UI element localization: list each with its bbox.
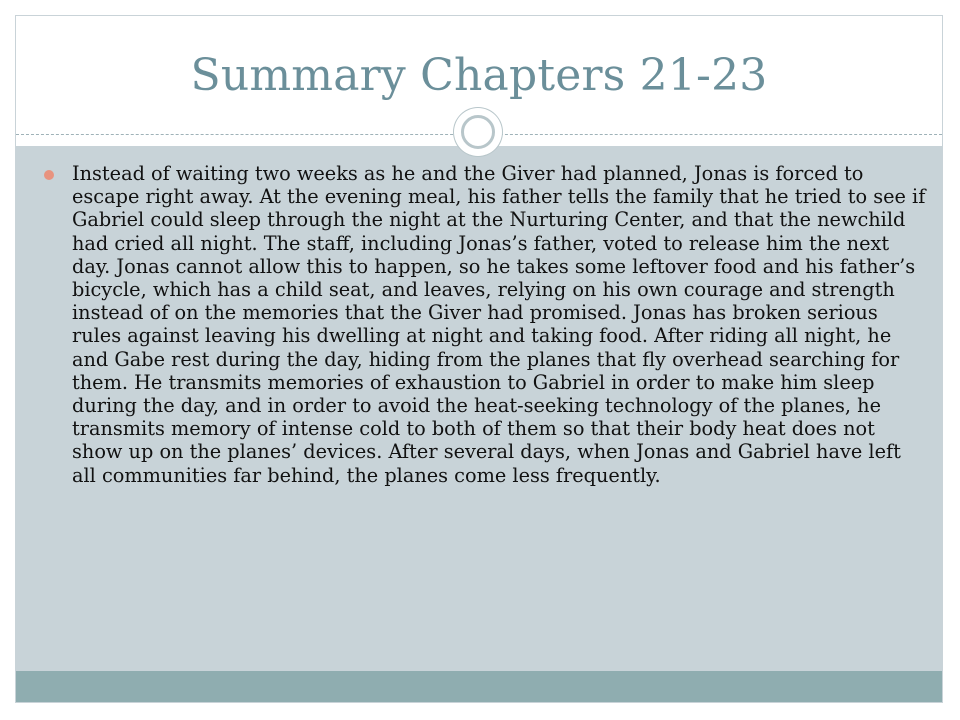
bullet-text: Instead of waiting two weeks as he and the Giver had planned, Jonas is forced to escape right away. At the evening meal, his father tells the family that he tried to see if Gabriel could sleep through the night at the Nurturing Center, and that the newchild had cried all night. The staff, including Jonas’s father, voted to release him the next day. Jonas cannot allow this to happen, so he takes some leftover food and his father’s bicycle, which has a child seat, and leaves, relying on his own courage and strength instead of on the memories that the Giver had promised. Jonas has broken serious rules against leaving his dwelling at night and taking food. After riding all night, he and Gabe rest during the day, hiding from the planes that fly overhead searching for them. He transmits memories of exhaustion to Gabriel in order to make him sleep during the day, and in order to avoid the heat-seeking technology of the planes, he transmits memory of intense cold to both of them so that their body heat does not show up on the planes’ devices. After several days, when Jonas and Gabriel have left all communities far behind, the planes come less frequently.: [72, 162, 926, 487]
slide: [16, 16, 942, 702]
footer-bar: [16, 671, 942, 702]
circle-ring-icon: [454, 108, 502, 156]
bullet-item: [36, 162, 926, 487]
bullet-dot-icon: [44, 170, 54, 180]
slide-title: Summary Chapters 21-23: [190, 50, 768, 101]
bullet-list: [36, 162, 926, 487]
